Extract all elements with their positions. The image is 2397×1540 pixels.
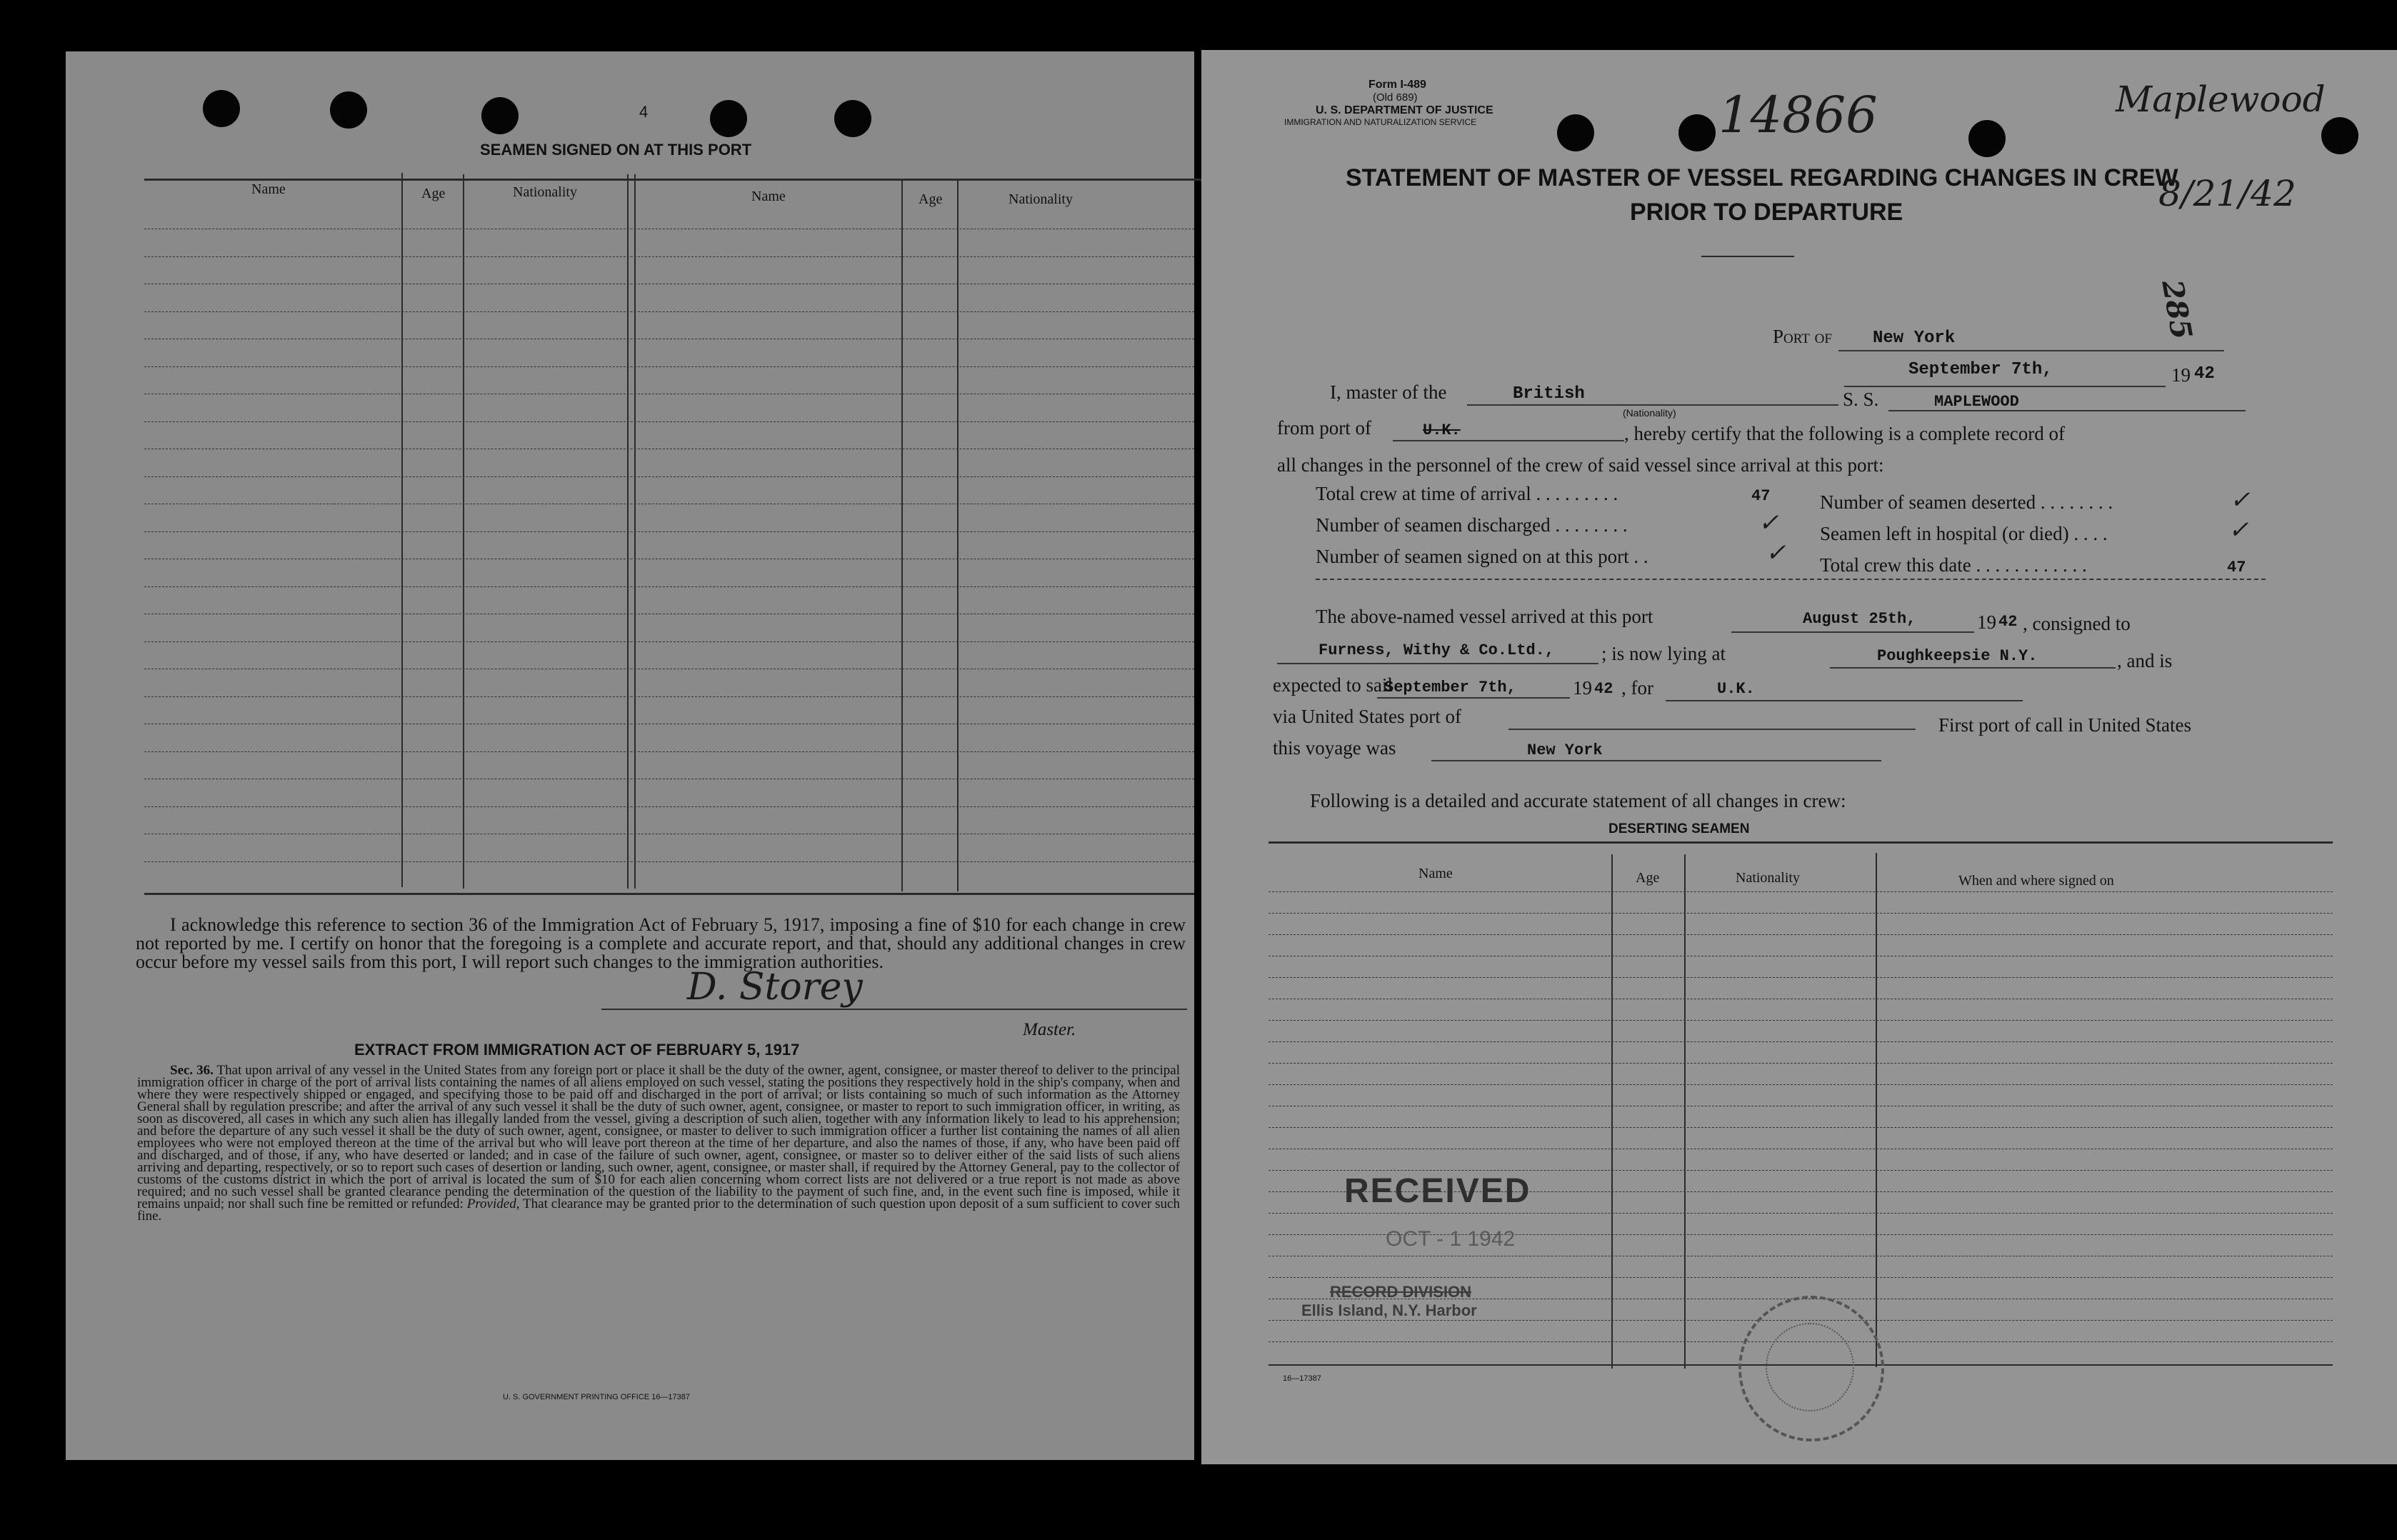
arrived-year: 42 [1998,613,2018,631]
table-row-rule [1268,1084,2333,1085]
received-stamp-division: RECORD DIVISION [1330,1283,1472,1301]
discharged-value: ✓ [1758,509,1779,537]
table-row-rule [1268,1063,2333,1064]
first-port-value: New York [1527,741,1603,759]
acknowledgment-text: I acknowledge this reference to section 36 of the Immigration Act of February 5, 1917, imposing a fine of $10 for each change in crew not reported by me. I certify on honor that the foregoing is a complete and accurate report, and that, should any additional changes in crew occur before my vessel sails from this port, I will report such changes to the immigration authorities. [136,914,1186,972]
handwritten-ship-name: Maplewood [2116,79,2326,120]
table-row-rule [1268,1277,2333,1278]
ship-value: MAPLEWOOD [1934,393,2019,411]
deserting-col-signed-on: When and where signed on [1958,873,2114,889]
first-port-text: First port of call in United States [1938,714,2191,736]
deserted-value: ✓ [2230,486,2251,514]
received-stamp-title: RECEIVED [1344,1172,1531,1210]
certify-text: , hereby certify that the following is a complete record of [1624,423,2066,444]
right-printer-line: 16—17387 [1283,1374,1321,1383]
expected-text: expected to sail [1273,674,1393,696]
col-divider [901,180,903,891]
port-underline [1838,350,2224,351]
total-crew-arrival-label: Total crew at time of arrival . . . . . . . . . [1316,483,1618,504]
consigned-text: , consigned to [2023,613,2131,634]
col-header-age-2: Age [919,191,943,207]
right-page [1201,50,2397,1464]
form-subtitle: PRIOR TO DEPARTURE [1630,199,1903,226]
received-stamp-date: OCT - 1 1942 [1386,1227,1516,1251]
hospital-value: ✓ [2228,516,2249,544]
table-row-rule [144,476,1194,477]
sail-date: September 7th, [1384,679,1516,696]
and-is-text: , and is [2117,650,2173,671]
punch-hole [1968,120,2006,157]
nationality-value: British [1513,384,1585,404]
punch-hole [2321,117,2358,154]
arrived-year-prefix: 19 [1977,611,1996,633]
hospital-label: Seamen left in hospital (or died) . . . . [1820,523,2108,544]
table-row-rule [1268,913,2333,914]
arrived-underline [1731,631,1974,633]
table-row-rule [1268,1041,2333,1042]
col-header-age: Age [421,186,446,201]
date-value: September 7th, [1908,360,2053,379]
following-text: Following is a detailed and accurate statement of all changes in crew: [1310,790,1846,811]
section-title: SEAMEN SIGNED ON AT THIS PORT [480,141,752,159]
punch-hole [1557,114,1594,151]
master-of-label: I, master of the [1330,381,1447,403]
signature-line [601,1009,1187,1010]
deserting-col-divider [1611,854,1613,1369]
via-text: via United States port of [1273,706,1461,727]
table-row-rule [1268,1127,2333,1128]
punch-hole [1678,114,1716,151]
total-today-label: Total crew this date . . . . . . . . . . . . [1820,554,2087,576]
col-header-name-2: Name [751,189,786,204]
table-row-rule [1268,1170,2333,1171]
col-header-nationality: Nationality [513,184,577,200]
handwritten-number: 14866 [1718,86,1878,144]
title-underline [1701,256,1794,257]
sail-destination: U.K. [1717,680,1755,698]
proviso-text: That clearance may be granted prior to the determination of such question upon deposit of a sum sufficient to cover such fine. [137,1196,1180,1224]
first-port-underline [1431,760,1881,761]
punch-hole [481,97,519,134]
form-old-number: (Old 689) [1373,91,1418,104]
table-row-rule [1268,891,2333,892]
nationality-caption: (Nationality) [1623,407,1676,419]
sail-year-prefix: 19 [1573,677,1592,699]
counts-underline [1316,579,2266,580]
master-label: Master. [1023,1020,1076,1039]
deserting-col-divider [1876,853,1877,1367]
page-number: 4 [639,103,649,121]
signed-on-label: Number of seamen signed on at this port . . [1316,546,1648,567]
col-divider [957,180,959,891]
service-name: IMMIGRATION AND NATURALIZATION SERVICE [1284,117,1477,127]
via-underline [1508,729,1916,730]
punch-hole [834,100,871,137]
from-port-underline [1393,440,1624,441]
lying-text: ; is now lying at [1601,643,1726,664]
table-row-rule [1268,934,2333,935]
destination-underline [1666,700,2023,701]
table-row-rule [144,256,1194,257]
table-row-rule [144,421,1194,422]
from-port-label: from port of [1277,417,1371,439]
deserted-label: Number of seamen deserted . . . . . . . . [1820,491,2113,513]
from-port-value: U.K. [1423,421,1461,439]
date-underline [1844,386,2166,387]
deserting-table-top [1268,841,2333,844]
form-title: STATEMENT OF MASTER OF VESSEL REGARDING CHANGES IN CREW [1346,164,2178,191]
received-stamp-place: Ellis Island, N.Y. Harbor [1301,1301,1477,1319]
year-prefix: 19 [2171,364,2191,386]
punch-hole [710,100,747,137]
table-row-rule [144,531,1194,532]
form-number: Form I-489 [1368,79,1426,91]
table-row-rule [1268,1020,2333,1021]
table-row-rule [144,751,1194,752]
ss-label: S. S. [1843,389,1879,410]
deserting-title: DESERTING SEAMEN [1608,821,1750,836]
table-row-rule [144,696,1194,697]
consignee: Furness, Withy & Co.Ltd., [1318,641,1555,659]
extract-body [137,1064,1180,1222]
extract-text: That upon arrival of any vessel in the United States from any foreign port or place it shall be the duty of the owner, agent, consignee, or master thereof to deliver to the principal immigration officer in charge of the port of arrival lists containing the names of all aliens employed on such vessel, stating the positions they respectively hold in the ship's company, when and where they were respectively shipped or engaged, and specifying those to be paid off and discharged in the port of arrival; or lists containing so much of such information as the Attorney General shall by regulation prescribe; and after the arrival of any such vessel it shall be the duty of such owner, agent, consignee, or master to report to such immigration officer, in writing, as soon as discovered, all cases in which any such alien has illegally landed from the vessel, giving a description of such alien, together with any information likely to lead to his apprehension; and before the departure of any such vessel it shall be the duty of such owner, agent, consignee, or master to deliver to such immigration officer a further list containing the names of all alien employees who were not employed thereon at the time of the arrival but who will leave port thereon at the time of her departure, and also the names of those, if any, who have been paid off and discharged, and of those, if any, who have deserted or landed; and in case of the failure of such owner, agent, consignee, or master so to deliver either of the said lists of such aliens arriving and departing, respectively, or so to report such cases of desertion or landing, such owner, agent, consignee, or master shall, if required by the Attorney General, pay to the collector of customs of the customs district in which the port of arrival is located the sum of $10 for each alien concerning whom correct lists are not delivered or a true report is not made as above required; and no such vessel shall be granted clearance pending the determination of the question of the liability to the payment of such fine, and, in the event such fine is imposed, while it remains unpaid; nor shall such fine be remitted or refunded: [137,1063,1180,1211]
col-divider [401,173,403,887]
col-header-nationality-2: Nationality [1009,191,1073,207]
consignee-underline [1277,663,1598,664]
sail-year: 42 [1594,680,1613,698]
master-signature: D. Storey [687,966,863,1009]
col-header-name: Name [251,181,286,197]
table-row-rule [144,641,1194,642]
port-value: New York [1873,329,1956,348]
total-crew-arrival-value: 47 [1751,487,1771,505]
table-row-rule [1268,977,2333,978]
table-row-rule [144,861,1194,862]
table-bottom-rule [144,893,1194,895]
deserting-col-name: Name [1418,866,1453,881]
lying-underline [1830,667,2116,669]
for-text: , for [1621,677,1653,699]
punch-hole [330,91,367,129]
this-voyage-text: this voyage was [1273,737,1396,759]
lying-place: Poughkeepsie N.Y. [1877,647,2038,665]
arrived-date: August 25th, [1803,610,1916,628]
certify-text-2: all changes in the personnel of the crew of said vessel since arrival at this port: [1277,454,1884,476]
deserting-col-age: Age [1636,870,1660,886]
table-top-rule [144,179,1201,181]
year-value: 42 [2194,364,2215,384]
section-label: Sec. 36. [170,1063,214,1078]
signed-on-value: ✓ [1766,539,1786,567]
arrived-text: The above-named vessel arrived at this port [1316,606,1653,627]
deserting-col-nationality: Nationality [1736,870,1800,886]
table-row-rule [144,366,1194,367]
table-row-rule [144,311,1194,312]
department-name: U. S. DEPARTMENT OF JUSTICE [1316,104,1493,116]
proviso-word: Provided, [466,1196,520,1211]
discharged-label: Number of seamen discharged . . . . . . . . [1316,514,1628,536]
left-page [66,51,1194,1460]
table-row-rule [144,586,1194,587]
circular-seal-inner [1766,1323,1854,1411]
handwritten-date: 8/21/42 [2158,173,2296,214]
punch-hole [203,90,240,127]
nationality-underline [1467,404,1838,406]
corner-number: 285 [2155,277,2199,342]
deserting-col-divider [1684,854,1686,1369]
total-today-value: 47 [2227,559,2246,576]
printer-line: U. S. GOVERNMENT PRINTING OFFICE 16—17387 [503,1393,691,1401]
table-row-rule [144,806,1194,807]
sail-date-underline [1377,697,1570,699]
port-label: Port of [1773,326,1832,347]
extract-title: EXTRACT FROM IMMIGRATION ACT OF FEBRUARY 5, 1917 [354,1041,800,1059]
table-row-rule [1268,1213,2333,1214]
ship-underline [1888,410,2246,411]
